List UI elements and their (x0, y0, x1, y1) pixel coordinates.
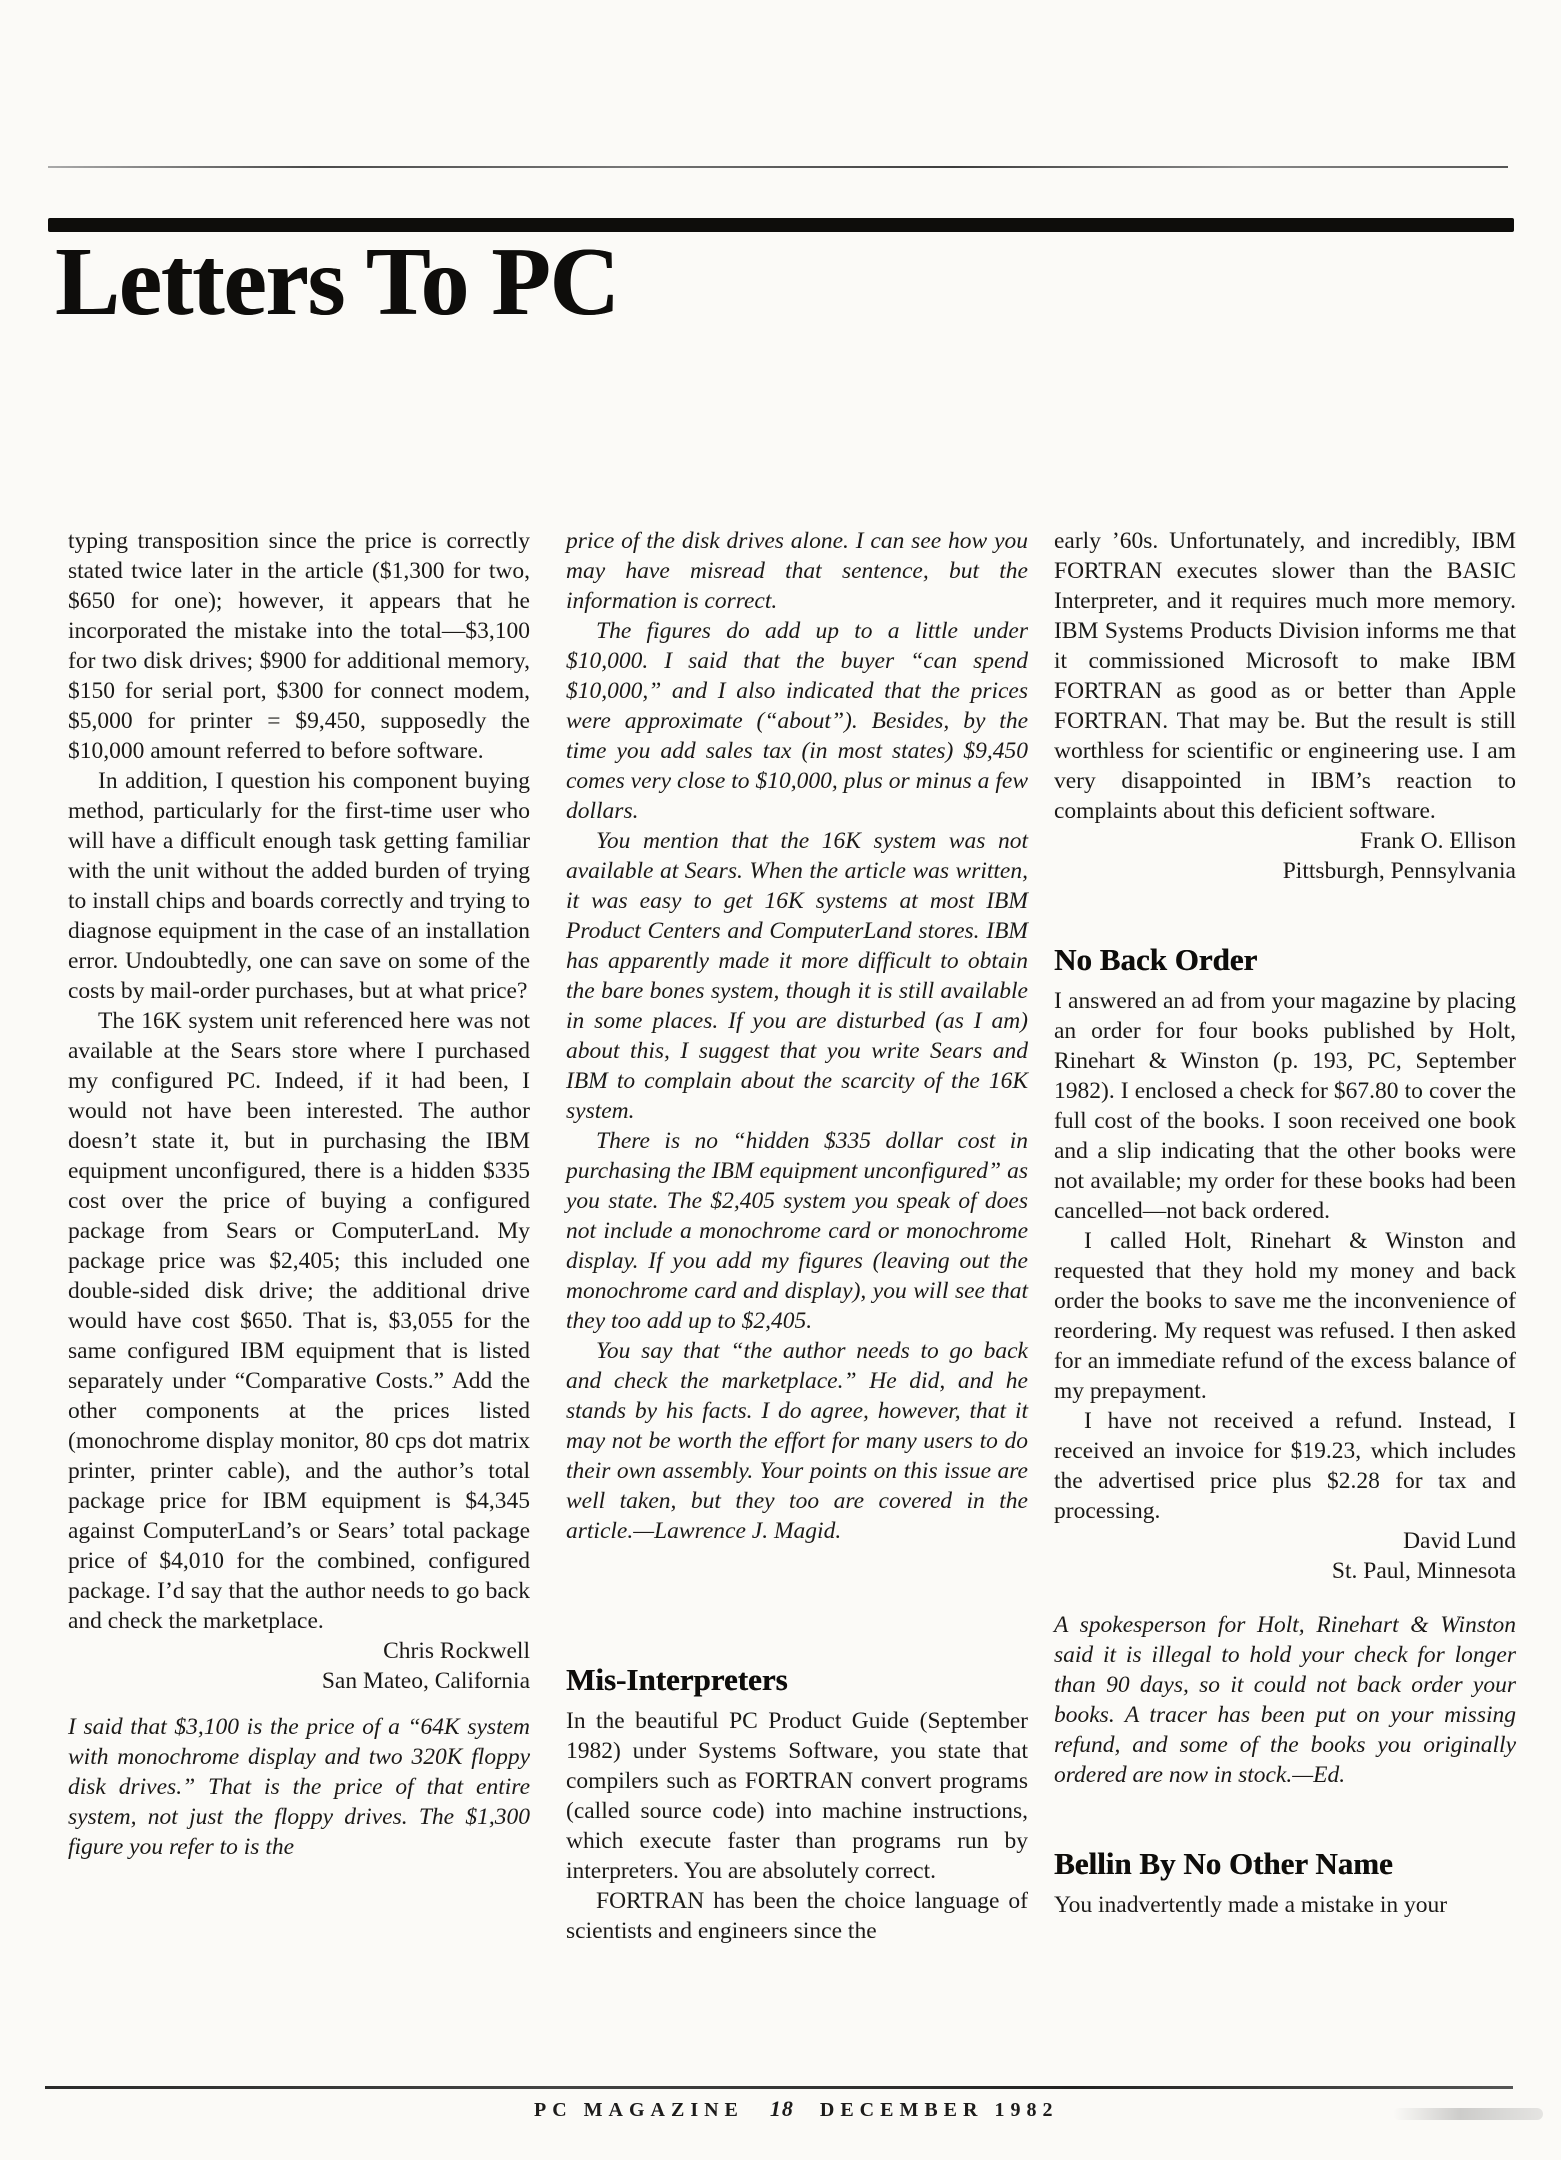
signature-line: San Mateo, California (321, 1668, 530, 1694)
letter-paragraph: early ’60s. Unfortunately, and incredibly, IBM FORTRAN executes slower than the BASIC Interpreter, and it requires much more memory. IBM Systems Products Division informs me that it commissioned Microsoft to make IBM FORTRAN as good as or better than Apple FORTRAN. That may be. But the result is still worthless for scientific or engineering use. I am very disappointed in IBM’s reaction to complaints about this deficient software. (1054, 528, 1516, 824)
column-center (566, 526, 1028, 1946)
page-title: Letters To PC (55, 228, 619, 335)
signature-line: Frank O. Ellison (1359, 828, 1516, 854)
editor-reply-paragraph: price of the disk drives alone. I can see how you may have misread that sentence, but the information is correct. (566, 528, 1028, 614)
letter-signature (1054, 1526, 1516, 1586)
letter-heading: No Back Order (1054, 942, 1258, 977)
letter-paragraph: FORTRAN has been the choice language of scientists and engineers since the (566, 1888, 1028, 1944)
letter-paragraph: In the beautiful PC Product Guide (September 1982) under Systems Software, you state that compilers such as FORTRAN convert programs (called source code) into machine instructions, which execute faster than programs run by interpreters. You are absolutely correct. (566, 1708, 1028, 1884)
column-left (68, 526, 530, 1862)
page-footer (534, 2096, 1058, 2123)
letter-signature (1054, 826, 1516, 886)
signature-line: St. Paul, Minnesota (1331, 1558, 1516, 1584)
signature-line: David Lund (1403, 1528, 1516, 1554)
letter-paragraph: You inadvertently made a mistake in your (1054, 1892, 1448, 1918)
editor-reply-paragraph: You say that “the author needs to go back and check the marketplace.” He did, and he stands by his facts. I do agree, however, that it may not be worth the effort for many users to do their own assembly. Your points on this issue are well taken, but they too are covered in the article.—Lawrence J. Magid. (566, 1338, 1028, 1544)
signature-line: Pittsburgh, Pennsylvania (1282, 858, 1516, 884)
footer-issue-date: DECEMBER 1982 (819, 2099, 1059, 2121)
letter-signature (68, 1636, 530, 1696)
letter-heading: Bellin By No Other Name (1054, 1846, 1393, 1881)
editor-reply-paragraph: There is no “hidden $335 dollar cost in purchasing the IBM equipment unconfigured” as you state. The $2,405 system you speak of does not include a monochrome card or monochrome display. If you add my figures (leaving out the monochrome card and display), you will see that they too add up to $2,405. (566, 1128, 1028, 1334)
letter-paragraph: I answered an ad from your magazine by placing an order for four books published by Holt, Rinehart & Winston (p. 193, PC, September 1982). I enclosed a check for $67.80 to cover the full cost of the books. I soon received one book and a slip indicating that the other books were not available; my order for these books had been cancelled—not back ordered. (1054, 988, 1516, 1224)
editor-reply-paragraph: The figures do add up to a little under $10,000. I said that the buyer “can spend $10,000,” and I also indicated that the prices were approximate (“about”). Besides, by the time you add sales tax (in most states) $9,450 comes very close to $10,000, plus or minus a few dollars. (566, 618, 1028, 824)
editor-reply-paragraph: You mention that the 16K system was not available at Sears. When the article was written, it was easy to get 16K systems at most IBM Product Centers and ComputerLand stores. IBM has apparently made it more difficult to obtain the bare bones system, though it is still available in some places. If you are disturbed (as I am) about this, I suggest that you write Sears and IBM to complain about the scarcity of the 16K system. (566, 828, 1028, 1124)
column-right (1054, 526, 1516, 1920)
footer-magazine-name: PC MAGAZINE (533, 2099, 744, 2121)
letter-heading: Mis-Interpreters (566, 1662, 788, 1697)
editor-reply-paragraph: I said that $3,100 is the price of a “64K system with monochrome display and two 320K floppy disk drives.” That is the price of that entire system, not just the floppy drives. The $1,300 figure you refer to is the (68, 1714, 530, 1860)
footer-rule (45, 2086, 1513, 2089)
footer-page-number: 18 (769, 2096, 794, 2121)
top-thin-rule (48, 166, 1508, 168)
signature-line: Chris Rockwell (383, 1638, 530, 1664)
scan-smudge-artifact (1393, 2108, 1543, 2120)
letter-paragraph: I have not received a refund. Instead, I received an invoice for $19.23, which includes the advertised price plus $2.28 for tax and processing. (1054, 1408, 1516, 1524)
editor-reply-paragraph: A spokesperson for Holt, Rinehart & Winston said it is illegal to hold your check for longer than 90 days, so it could not back order your books. A tracer has been put on your missing refund, and some of the books you originally ordered are now in stock.—Ed. (1054, 1612, 1516, 1788)
letter-paragraph: In addition, I question his component buying method, particularly for the first-time user who will have a difficult enough task getting familiar with the unit without the added burden of trying to install chips and boards correctly and trying to diagnose equipment in the case of an installation error. Undoubtedly, one can save on some of the costs by mail-order purchases, but at what price? (68, 768, 530, 1004)
letter-paragraph: typing transposition since the price is correctly stated twice later in the article ($1,300 for two, $650 for one); however, it appears that he incorporated the mistake into the total—$3,100 for two disk drives; $900 for additional memory, $150 for serial port, $300 for connect modem, $5,000 for printer = $9,450, supposedly the $10,000 amount referred to before software. (68, 528, 530, 764)
letter-paragraph: The 16K system unit referenced here was not available at the Sears store where I purchased my configured PC. Indeed, if it had been, I would not have been interested. The author doesn’t state it, but in purchasing the IBM equipment unconfigured, there is a hidden $335 cost over the price of buying a configured package from Sears or ComputerLand. My package price was $2,405; this included one double-sided disk drive; the additional drive would have cost $650. That is, $3,055 for the same configured IBM equipment that is listed separately under “Comparative Costs.” Add the other components at the prices listed (monochrome display monitor, 80 cps dot matrix printer, printer cable), and the author’s total package price for IBM equipment is $4,345 against ComputerLand’s or Sears’ total package price of $4,010 for the combined, configured package. I’d say that the author needs to go back and check the marketplace. (68, 1008, 530, 1634)
letter-paragraph: I called Holt, Rinehart & Winston and requested that they hold my money and back order the books to save me the inconvenience of reordering. My request was refused. I then asked for an immediate refund of the excess balance of my prepayment. (1054, 1228, 1516, 1404)
